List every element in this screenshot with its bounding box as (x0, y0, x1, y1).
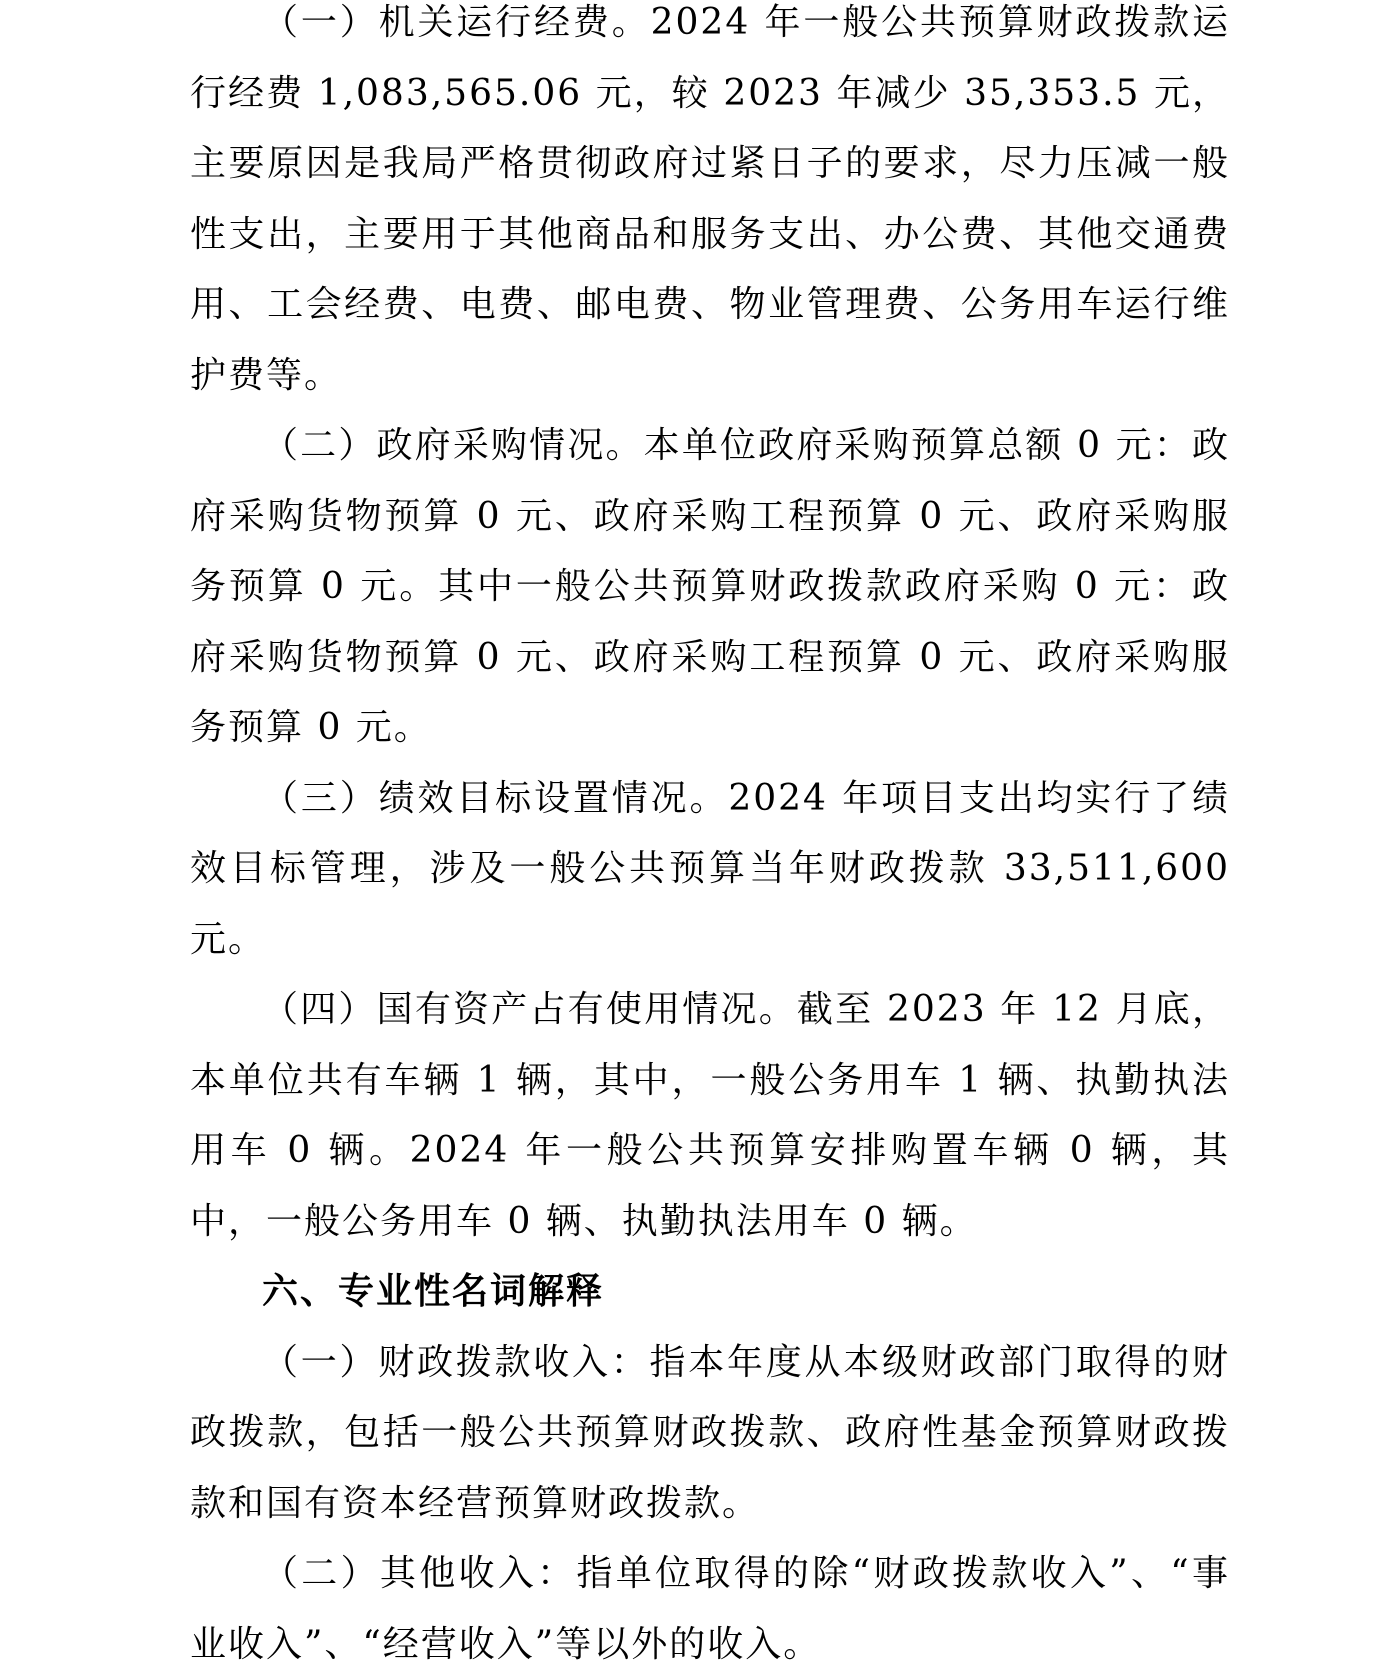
document-page (190, 0, 1230, 1680)
paragraph-performance-targets: （三）绩效目标设置情况。2024 年项目支出均实行了绩效目标管理，涉及一般公共预算当年财政拨款 33,511,600 元。 (190, 777, 1230, 960)
paragraph-government-procurement: （二）政府采购情况。本单位政府采购预算总额 0 元：政府采购货物预算 0 元、政府采购工程预算 0 元、政府采购服务预算 0 元。其中一般公共预算财政拨款政府采购 0 元：政府采购货物预算 0 元、政府采购工程预算 0 元、政府采购服务预算 0 元。 (190, 425, 1230, 748)
paragraph-operating-expenses: （一）机关运行经费。2024 年一般公共预算财政拨款运行经费 1,083,565.06 元，较 2023 年减少 35,353.5 元，主要原因是我局严格贯彻政府过紧日子的要求，尽力压减一般性支出，主要用于其他商品和服务支出、办公费、其他交通费用、工会经费、电费、邮电费、物业管理费、公务用车运行维护费等。 (190, 2, 1230, 396)
paragraph-state-assets: （四）国有资产占有使用情况。截至 2023 年 12 月底，本单位共有车辆 1 辆，其中，一般公务用车 1 辆、执勤执法用车 0 辆。2024 年一般公共预算安排购置车辆 0 辆，其中，一般公务用车 0 辆、执勤执法用车 0 辆。 (190, 989, 1230, 1242)
section-heading-terminology: 六、专业性名词解释 (262, 1271, 605, 1312)
definition-other-income: （二）其他收入：指单位取得的除“财政拨款收入”、“事业收入”、“经营收入”等以外的收入。 (190, 1553, 1230, 1665)
definition-fiscal-appropriation-income: （一）财政拨款收入：指本年度从本级财政部门取得的财政拨款，包括一般公共预算财政拨款、政府性基金预算财政拨款和国有资本经营预算财政拨款。 (190, 1341, 1230, 1524)
